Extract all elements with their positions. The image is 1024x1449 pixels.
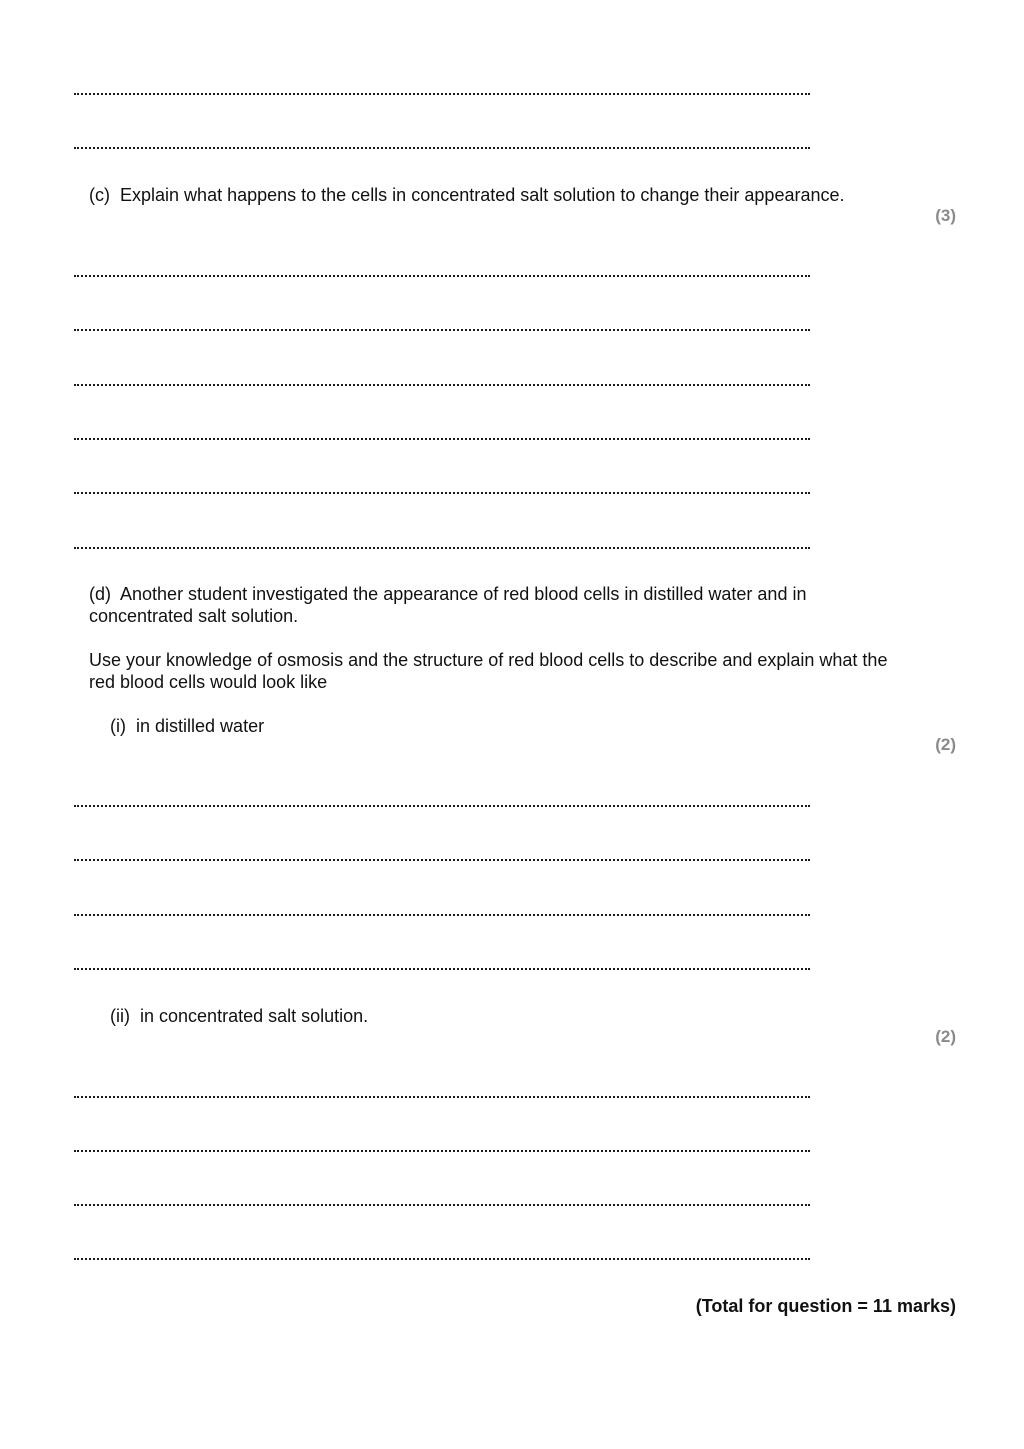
answer-line[interactable]: [74, 438, 810, 440]
question-c-label: (c): [89, 185, 110, 205]
answer-line[interactable]: [74, 275, 810, 277]
marks-c: (3): [935, 206, 956, 225]
question-d-ii-label: (ii): [110, 1006, 130, 1026]
question-d-ii-text: in concentrated salt solution.: [140, 1006, 369, 1026]
question-d-label: (d): [89, 584, 111, 604]
answer-line[interactable]: [74, 1204, 810, 1206]
question-d-intro: [89, 583, 806, 605]
question-d-i-text: in distilled water: [136, 716, 265, 736]
answer-line[interactable]: [74, 968, 810, 970]
question-d-intro-line1: Another student investigated the appearance of red blood cells in distilled water and in: [120, 584, 807, 604]
question-c-text: Explain what happens to the cells in concentrated salt solution to change their appearance.: [120, 185, 845, 205]
question-c: [89, 184, 845, 206]
answer-line[interactable]: [74, 1096, 810, 1098]
answer-line[interactable]: [74, 914, 810, 916]
answer-line[interactable]: [74, 1258, 810, 1260]
marks-d-i: (2): [935, 735, 956, 754]
question-d-instruction-line1: Use your knowledge of osmosis and the structure of red blood cells to describe and explain what the: [89, 650, 888, 670]
answer-line[interactable]: [74, 492, 810, 494]
question-d-i: [110, 715, 264, 737]
answer-line[interactable]: [74, 329, 810, 331]
answer-line[interactable]: [74, 93, 810, 95]
answer-line[interactable]: [74, 805, 810, 807]
answer-line[interactable]: [74, 1150, 810, 1152]
answer-line[interactable]: [74, 547, 810, 549]
answer-line[interactable]: [74, 859, 810, 861]
question-d-intro-line2: concentrated salt solution.: [89, 606, 299, 626]
marks-d-ii: (2): [935, 1027, 956, 1046]
question-total: (Total for question = 11 marks): [695, 1296, 956, 1316]
question-d-i-label: (i): [110, 716, 126, 736]
question-d-instruction-line2: red blood cells would look like: [89, 672, 328, 692]
answer-line[interactable]: [74, 384, 810, 386]
answer-line[interactable]: [74, 147, 810, 149]
question-d-ii: [110, 1005, 368, 1027]
